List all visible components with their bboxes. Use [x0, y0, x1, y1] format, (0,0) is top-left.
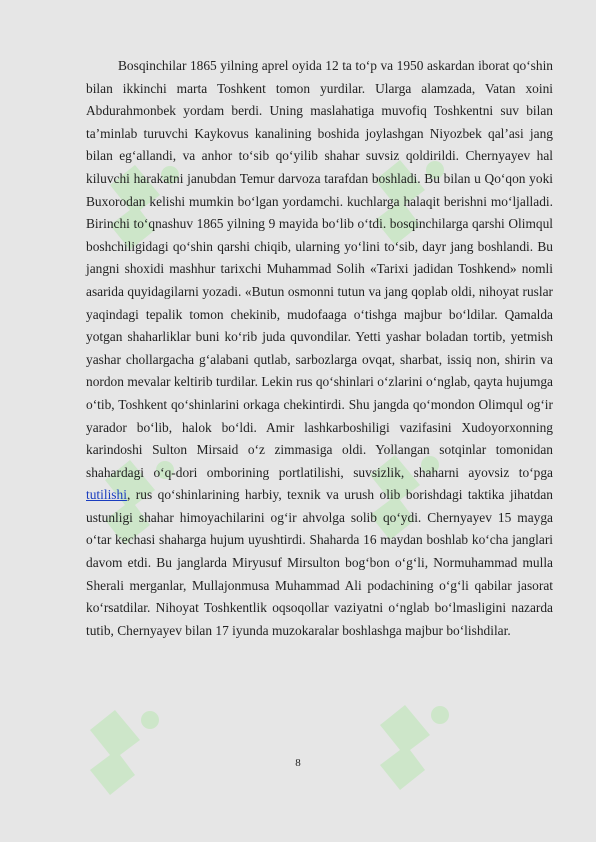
watermark-logo	[370, 695, 460, 805]
body-paragraph	[86, 55, 553, 642]
body-text-part1: Bosqinchilar 1865 yilning aprel oyida 12 ta to‘p va 1950 askardan iborat qo‘shin bilan ikkinchi marta Toshkent tomon yurdilar. Ularga alamzada, Vatan xoini Abdurahmonbek yordam berdi. Uning maslahatiga muvofiq Toshkentni suv bilan ta’minlab turuvchi Kaykovus kanalining boshida joylashgan Niyozbek qal’asi jang bilan eg‘allandi, va anhor to‘sib qo‘yilib shahar suvsiz qoldirildi. Chernyayev hal kiluvchi harakatni janubdan Temur darvoza tarafdan boshladi. Bu bilan u Qo‘qon yoki Buxorodan kelishi mumkin bo‘lgan yordamchi. kuchlarga halaqit berishni mo‘ljalladi. Birinchi to‘qnashuv 1865 yilning 9 mayida bo‘lib o‘tdi. bosqinchilarga qarshi Olimqul boshchiligidagi qo‘shin qarshi chiqib, ularning yo‘lini to‘sib, dayr jang boshlandi. Bu jangni shoxidi mashhur tarixchi Muhammad Solih «Tarixi jadidan Toshkend» nomli asarida quyidagilarni yozadi. «Butun osmonni tutun va jang qoplab oldi, nihoyat ruslar yaqindagi tepalik tomon chekinib, mudofaaga o‘tishga majbur bo‘ldilar. Qamalda yotgan shaharliklar buni ko‘rib juda quvondilar. Yetti yashar boladan tortib, yetmish yashar chollargacha g‘alabani qutlab, sarbozlarga ovqat, sharbat, issiq non, shirin va nordon mevalar keltirib turdilar. Lekin rus qo‘shinlari o‘zlarini o‘nglab, qayta hujumga o‘tib, Toshkent qo‘shinlarini orkaga chekintirdi. Shu jangda qo‘mondon Olimqul og‘ir yarador bo‘lib, halok bo‘ldi. Amir lashkarboshiligi vazifasini Xudoyorxonning karindoshi Sulton Mirsaid o‘z zimmasiga oldi. Yollangan sotqinlar tomonidan shahardagi o‘q-dori omborining portlatilishi, suvsizlik, shaharni ayovsiz to‘pga	[86, 58, 553, 480]
page-number: 8	[295, 757, 301, 769]
watermark-logo	[80, 700, 170, 810]
inline-link[interactable]: tutilishi	[86, 487, 127, 503]
body-text-part2: , rus qo‘shinlarining harbiy, texnik va urush olib borishdagi taktika jihatdan ustunligi shahar himoyachilarini og‘ir ahvolga solib qo‘ydi. Chernyayev 15 mayga o‘tar kechasi shaharga hujum uyushtirdi. Shaharda 16 maydan boshlab ko‘cha janglari davom etdi. Bu janglarda Miryusuf Mirsulton bog‘bon o‘g‘li, Normuhammad mulla Sherali merganlar, Mullajonmusa Muhammad Ali podachining o‘g‘li qabilar jasorat ko‘rsatdilar. Nihoyat Toshkentlik oqsoqollar vaziyatni o‘nglab bo‘lmasligini nazarda tutib, Chernyayev bilan 17 iyunda muzokaralar boshlashga majbur bo‘lishdilar.	[86, 487, 553, 638]
